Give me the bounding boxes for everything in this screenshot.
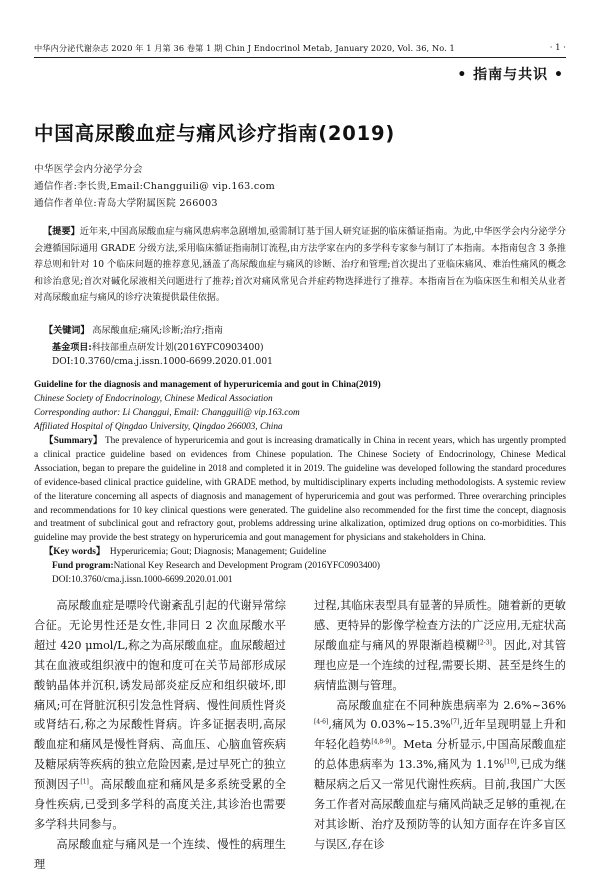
english-keywords-text: Hyperuricemia; Gout; Diagnosis; Management; Guideline: [109, 547, 327, 557]
english-doi: DOI:10.3760/cma.j.issn.1000-6699.2020.01.001: [52, 575, 233, 585]
authors: 中华医学会内分泌学分会: [34, 164, 143, 175]
fund-label: 基金项目:: [52, 342, 92, 353]
body-paragraph: 过程,其临床表型具有显著的异质性。随着新的更敏感、更特异的影像学检查方法的广泛应用,无症状高尿酸血症与痛风的界限渐趋模糊[2-3]。因此,对其管理也应是一个连续的过程,需要长期、甚至是终生的病情监测与管理。: [314, 599, 566, 692]
body-right-column: [314, 596, 566, 855]
chinese-doi: DOI:10.3760/cma.j.issn.1000-6699.2020.01.001: [52, 357, 273, 367]
abstract-label: 【提要】: [43, 226, 80, 237]
citation: [7]: [450, 718, 460, 726]
chinese-abstract: [34, 224, 566, 307]
english-keywords-label: 【Key words】: [44, 547, 106, 557]
fund-text: 科技部重点研发计划(2016YFC0903400): [91, 343, 264, 353]
citation: [1]: [80, 778, 89, 786]
journal-header: 中华内分泌代谢杂志 2020 年 1 月第 36 卷第 1 期 Chin J Endocrinol Metab, January 2020, Vol. 36, No. 1: [34, 43, 455, 53]
citation: [10]: [504, 758, 517, 766]
corresponding-author: 通信作者:李长贵,Email:Changguili@ vip.163.com: [34, 181, 276, 192]
page-number: · 1 ·: [549, 43, 566, 53]
body-left-column: [34, 596, 286, 875]
keywords-label: 【关键词】: [44, 325, 90, 336]
english-keywords: [44, 546, 326, 560]
body-paragraph: 高尿酸血症与痛风是一个连续、慢性的病理生理: [34, 837, 286, 871]
english-corresponding: Corresponding author: Li Changgui, Email: Changguili@ vip.163.com: [34, 408, 300, 418]
summary-label: 【Summary】: [44, 436, 103, 446]
english-affiliation: Affiliated Hospital of Qingdao University, Qingdao 266003, China: [34, 422, 283, 432]
english-fund-text: National Key Research and Development Program (2016YFC0903400): [113, 561, 381, 571]
body-paragraph: 高尿酸血症是嘌呤代谢紊乱引起的代谢异常综合征。无论男性还是女性,非同日 2 次血尿酸水平超过 420 μmol/L,称之为高尿酸血症。血尿酸超过其在血液或组织液中的饱和度可在关节局部形成尿酸钠晶体并沉积,诱发局部炎症反应和组织破坏,即痛风;可在肾脏沉积引发急性肾病、慢性间质性肾炎或肾结石,称之为尿酸性肾病。许多证据表明,高尿酸血症和痛风是慢性肾病、高血压、心脑血管疾病及糖尿病等疾病的独立危险因素,是过早死亡的独立预测因子[1]。高尿酸血症和痛风是多系统受累的全身性疾病,已受到多学科的高度关注,其诊治也需要多学科共同参与。: [34, 599, 286, 831]
citation: [4-6]: [314, 718, 329, 726]
english-society: Chinese Society of Endocrinology, Chinese Medical Association: [34, 394, 273, 404]
english-title: Guideline for the diagnosis and management of hyperuricemia and gout in China(2019): [34, 380, 381, 390]
author-affiliation: 通信作者单位:青岛大学附属医院 266003: [34, 198, 218, 209]
abstract-text: 近年来,中国高尿酸血症与痛风患病率急剧增加,亟需制订基于国人研究证据的临床循证指南。为此,中华医学会内分泌学分会遵循国际通用 GRADE 分级方法,采用临床循证指南制订流程,由方法学家在内的多学科专家参与制订了本指南。本指南包含 3 条推荐总则和针对 10 个临床问题的推荐意见,涵盖了高尿酸血症与痛风的诊断、治疗和管理;首次提出了亚临床痛风、难治性痛风的概念和诊治意见;首次对碱化尿液相关问题进行了推荐;首次对痛风常见合并症药物选择进行了推荐。本指南旨在为临床医生和相关从业者对高尿酸血症与痛风的诊疗决策提供最佳依据。: [34, 227, 566, 304]
english-fund-label: Fund program:: [52, 561, 114, 571]
keywords-text: 高尿酸血症;痛风;诊断;治疗;指南: [92, 326, 223, 336]
chinese-keywords: [44, 323, 223, 336]
header-rule: [34, 57, 566, 58]
citation: [4,8-9]: [371, 738, 392, 746]
article-title: 中国高尿酸血症与痛风诊疗指南(2019): [34, 122, 396, 145]
english-summary: [34, 435, 566, 546]
chinese-fund: [52, 340, 264, 353]
summary-text: The prevalence of hyperuricemia and gout is increasing dramatically in China in recent years, which has urgently prompted a clinical practice guideline based on evidences from Chinese population. The Chinese Society of Endocrinology, Chinese Medical Association, began to prepare the guideline in 2018 and completed it in 2019. The guideline was developed following the standard procedures of evidence-based clinical practice guideline, with GRADE method, by multidisciplinary experts including methodologists. A systemic review of the literature concerning all aspects of diagnosis and management of hyperuricemia and gout was performed. Three overarching principles and recommendations for 10 key clinical questions were generated. The guideline also recommended for the first time the concept, diagnosis and treatment of subclinical gout and refractory gout, problems addressing urine alkalization, optimized drug options on co-morbidities. This guideline may provide the best strategy on hyperuricemia and gout management for physicians and stakeholders in China.: [34, 436, 566, 544]
english-fund: [52, 560, 380, 574]
citation: [2-3]: [477, 639, 492, 647]
body-paragraph: 高尿酸血症在不同种族患病率为 2.6%~36%[4-6],痛风为 0.03%~15.3%[7],近年呈现明显上升和年轻化趋势[4,8-9]。Meta 分析显示,中国高尿酸血症的总体患病率为 13.3%,痛风为 1.1%[10],已成为继糖尿病之后又一常见代谢性疾病。目前,我国广大医务工作者对高尿酸血症与痛风尚缺乏足够的重视,在对其诊断、治疗及预防等的认知方面存在许多盲区与误区,存在诊: [314, 698, 566, 851]
section-label: • 指南与共识 •: [457, 67, 564, 83]
